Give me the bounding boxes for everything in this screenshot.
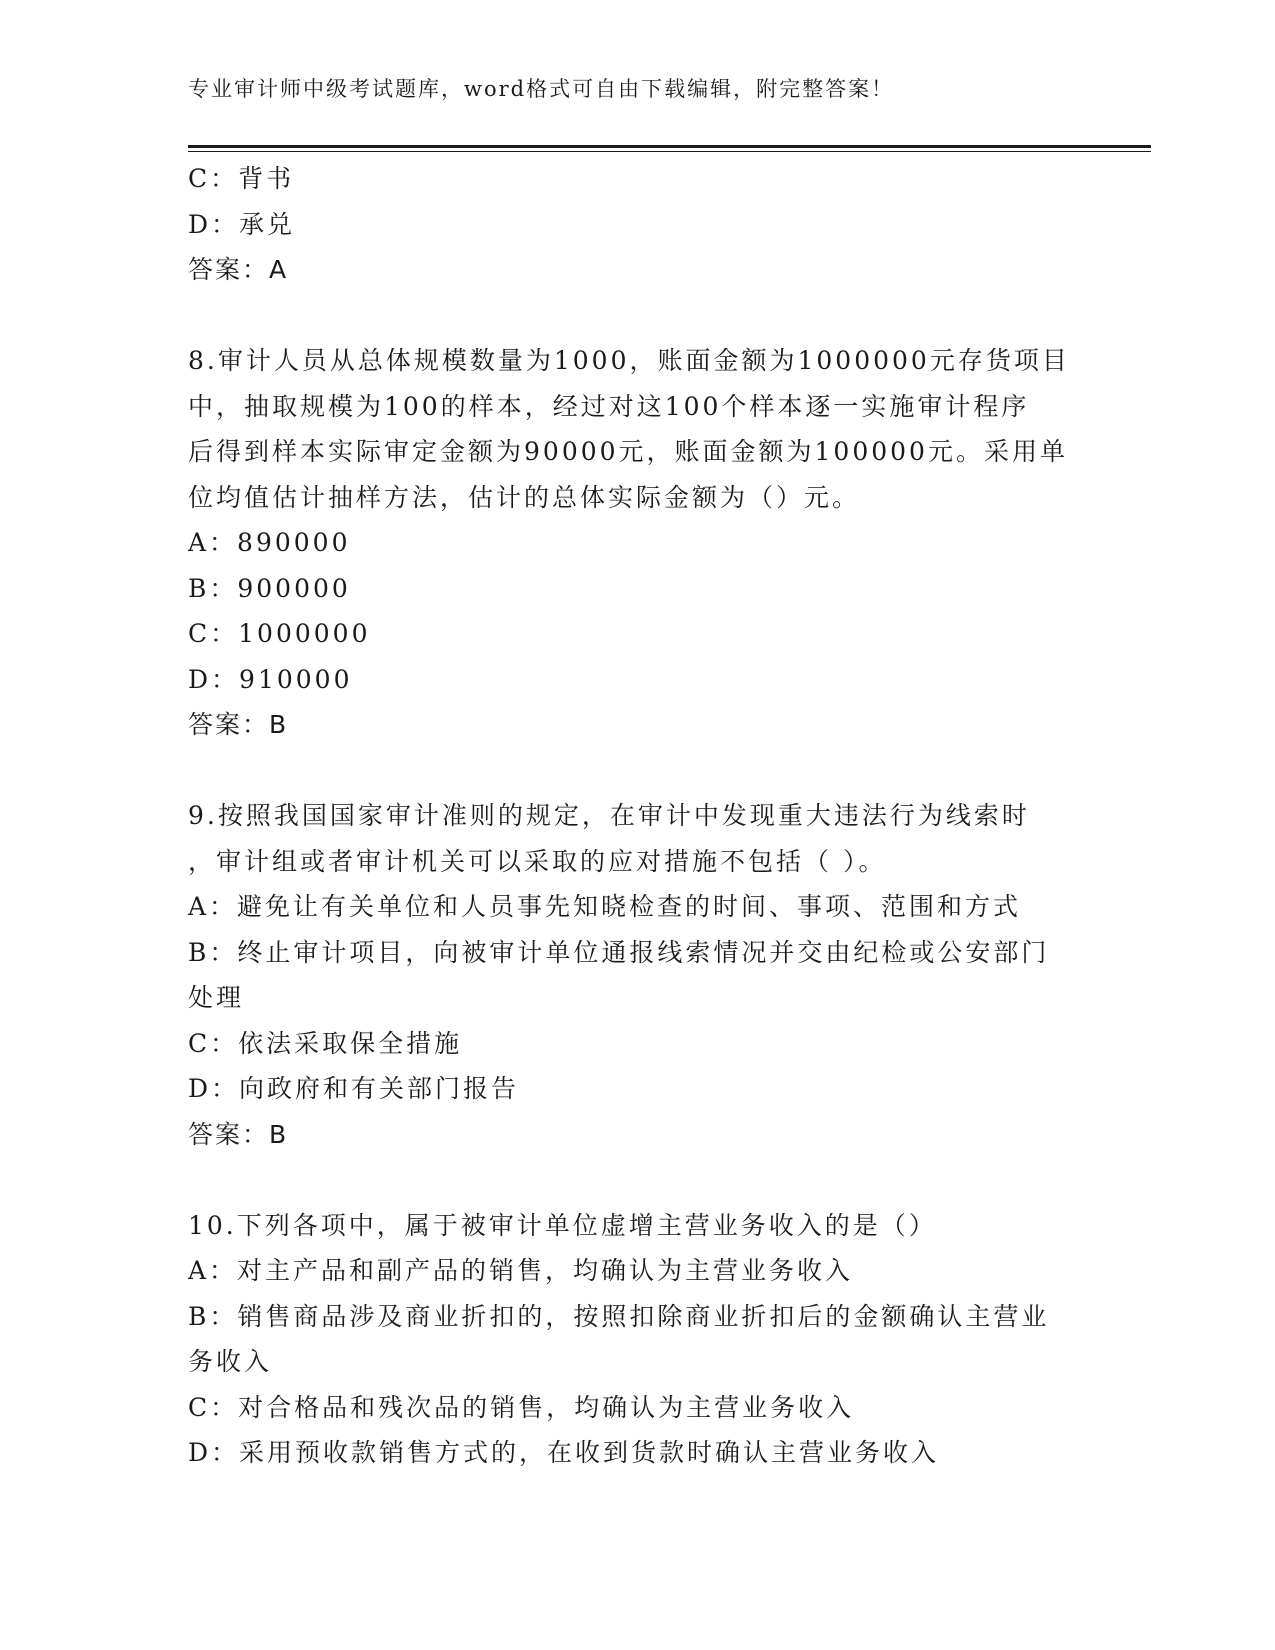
- option-b: B：销售商品涉及商业折扣的，按照扣除商业折扣后的金额确认主营业: [188, 1301, 1050, 1331]
- document-body: [188, 156, 1078, 1476]
- question-text-line: 10.下列各项中，属于被审计单位虚增主营业务收入的是（）: [188, 1210, 937, 1240]
- option-d: D：承兑: [188, 209, 296, 239]
- spacer: [188, 748, 1078, 794]
- option-c: C：1000000: [188, 619, 371, 648]
- option-a: A：对主产品和副产品的销售，均确认为主营业务收入: [188, 1256, 854, 1285]
- question-text-line: ，审计组或者审计机关可以采取的应对措施不包括（ ）。: [188, 846, 887, 876]
- header-rule-thick: [188, 145, 1151, 148]
- answer: 答案：B: [188, 710, 289, 739]
- option-b: B：900000: [188, 573, 351, 603]
- option-a: A：890000: [188, 528, 351, 557]
- option-a: A：避免让有关单位和人员事先知晓检查的时间、事项、范围和方式: [188, 892, 1022, 921]
- option-d: D：向政府和有关部门报告: [188, 1074, 520, 1103]
- page-header: 专业审计师中级考试题库，word格式可自由下载编辑，附完整答案！: [188, 77, 895, 101]
- question-text-line: 中，抽取规模为100的样本，经过对这100个样本逐一实施审计程序: [188, 391, 1030, 421]
- question-9: [188, 793, 1078, 1157]
- option-d: D：采用预收款销售方式的，在收到货款时确认主营业务收入: [188, 1438, 940, 1467]
- option-c: C：背书: [188, 164, 295, 193]
- spacer: [188, 1157, 1078, 1203]
- option-b: B：终止审计项目，向被审计单位通报线索情况并交由纪检或公安部门: [188, 937, 1050, 967]
- header-rule-thin: [188, 151, 1151, 152]
- option-d: D：910000: [188, 664, 353, 694]
- option-c: C：依法采取保全措施: [188, 1028, 463, 1058]
- question-8: [188, 338, 1078, 748]
- question-text-line: 9.按照我国国家审计准则的规定，在审计中发现重大违法行为线索时: [188, 801, 1030, 830]
- question-10: [188, 1203, 1078, 1476]
- question-7-tail: [188, 156, 1078, 293]
- question-text-line: 8.审计人员从总体规模数量为1000，账面金额为1000000元存货项目: [188, 346, 1070, 375]
- option-b-continued: 处理: [188, 983, 245, 1012]
- option-c: C：对合格品和残次品的销售，均确认为主营业务收入: [188, 1392, 855, 1422]
- question-text-line: 后得到样本实际审定金额为90000元，账面金额为100000元。采用单: [188, 437, 1068, 466]
- spacer: [188, 293, 1078, 339]
- question-text-line: 位均值估计抽样方法，估计的总体实际金额为（）元。: [188, 482, 861, 512]
- answer: 答案：B: [188, 1119, 289, 1149]
- option-b-continued: 务收入: [188, 1347, 273, 1376]
- answer: 答案：A: [188, 255, 289, 284]
